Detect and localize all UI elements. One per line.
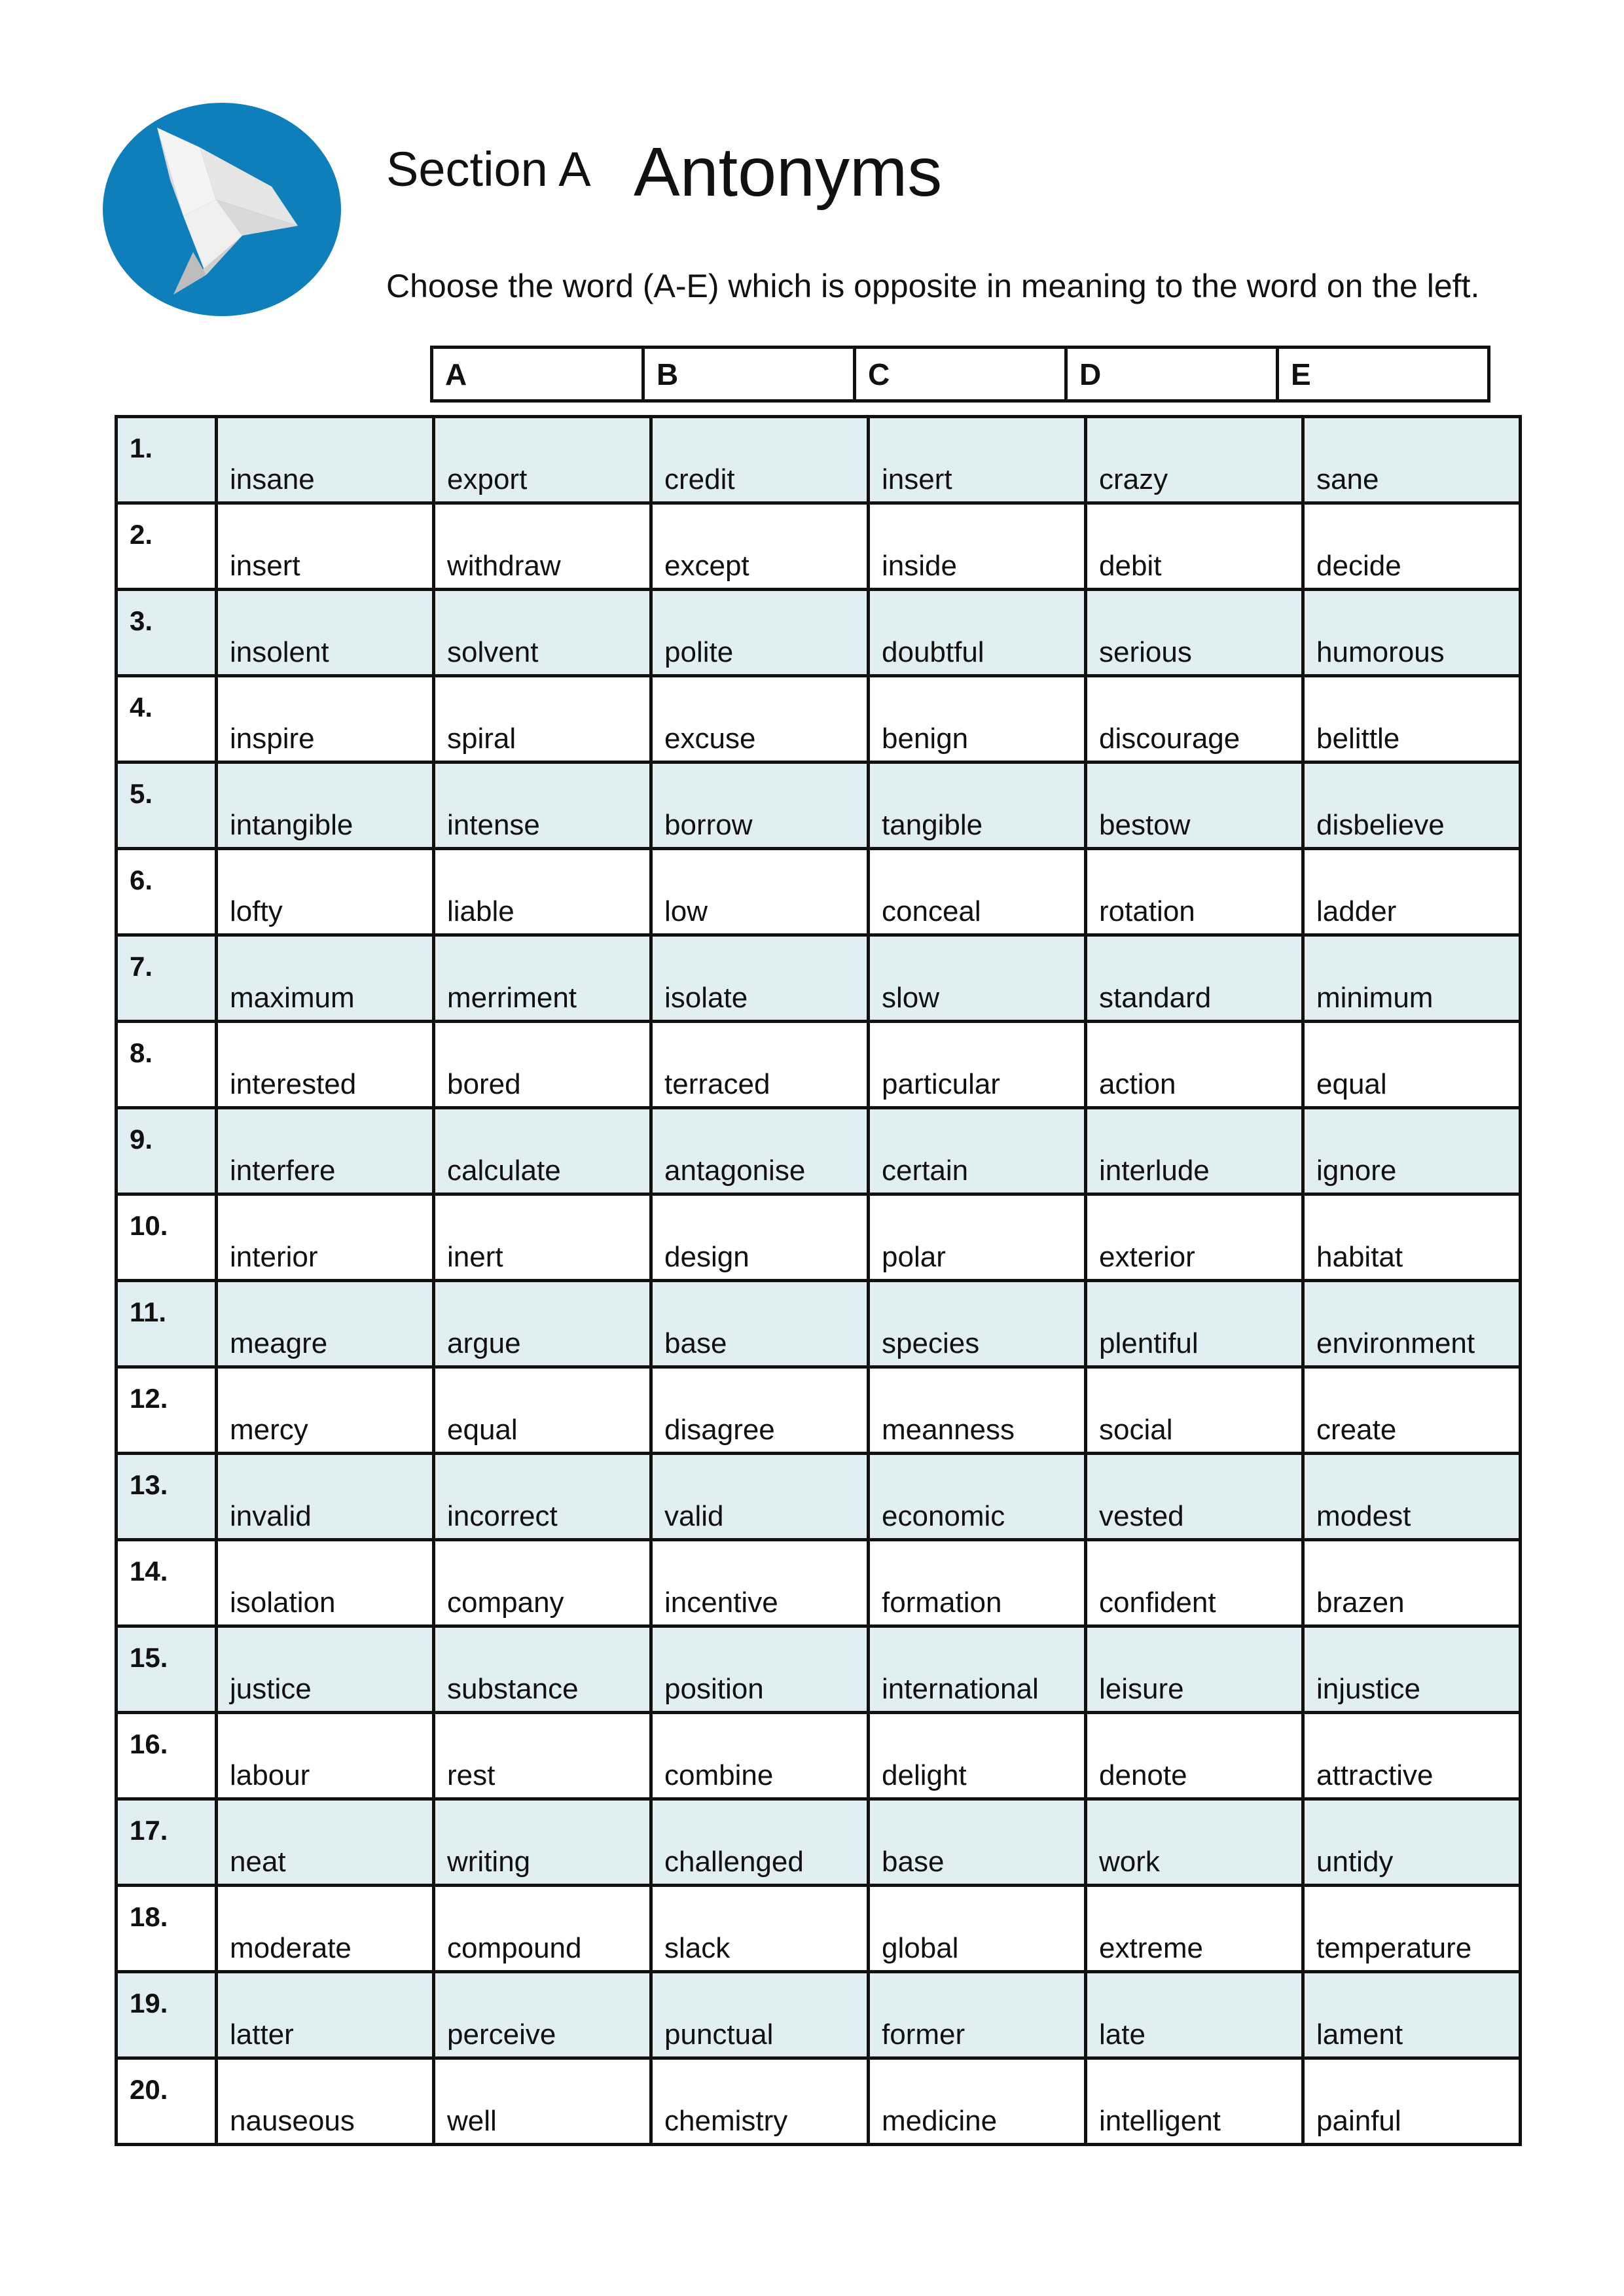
- question-number: 9.: [117, 1108, 217, 1194]
- option-b: challenged: [651, 1799, 869, 1886]
- option-d: confident: [1086, 1540, 1303, 1626]
- antonyms-table-body: [117, 417, 1521, 2145]
- option-a: perceive: [434, 1972, 651, 2058]
- option-e: habitat: [1303, 1194, 1521, 1281]
- option-a: substance: [434, 1626, 651, 1713]
- option-e: environment: [1303, 1281, 1521, 1367]
- option-e: ignore: [1303, 1108, 1521, 1194]
- column-header-a: A: [432, 348, 643, 401]
- option-c: doubtful: [869, 590, 1086, 676]
- question-word: nauseous: [217, 2058, 434, 2145]
- option-d: exterior: [1086, 1194, 1303, 1281]
- option-c: tangible: [869, 762, 1086, 849]
- question-number: 4.: [117, 676, 217, 762]
- table-row: [117, 849, 1521, 935]
- option-e: disbelieve: [1303, 762, 1521, 849]
- option-c: polar: [869, 1194, 1086, 1281]
- option-b: isolate: [651, 935, 869, 1022]
- option-c: conceal: [869, 849, 1086, 935]
- option-a: equal: [434, 1367, 651, 1454]
- question-word: interested: [217, 1022, 434, 1108]
- option-e: minimum: [1303, 935, 1521, 1022]
- question-word: insane: [217, 417, 434, 503]
- question-number: 19.: [117, 1972, 217, 2058]
- option-c: insert: [869, 417, 1086, 503]
- option-b: combine: [651, 1713, 869, 1799]
- option-a: writing: [434, 1799, 651, 1886]
- option-d: crazy: [1086, 417, 1303, 503]
- question-word: insolent: [217, 590, 434, 676]
- option-d: rotation: [1086, 849, 1303, 935]
- table-row: [117, 1886, 1521, 1972]
- option-d: vested: [1086, 1454, 1303, 1540]
- question-number: 1.: [117, 417, 217, 503]
- option-a: intense: [434, 762, 651, 849]
- option-b: valid: [651, 1454, 869, 1540]
- option-e: equal: [1303, 1022, 1521, 1108]
- question-word: mercy: [217, 1367, 434, 1454]
- option-c: particular: [869, 1022, 1086, 1108]
- question-number: 20.: [117, 2058, 217, 2145]
- table-row: [117, 1626, 1521, 1713]
- option-c: slow: [869, 935, 1086, 1022]
- question-number: 16.: [117, 1713, 217, 1799]
- option-c: delight: [869, 1713, 1086, 1799]
- option-a: argue: [434, 1281, 651, 1367]
- option-d: leisure: [1086, 1626, 1303, 1713]
- option-c: species: [869, 1281, 1086, 1367]
- option-d: discourage: [1086, 676, 1303, 762]
- option-a: compound: [434, 1886, 651, 1972]
- option-d: social: [1086, 1367, 1303, 1454]
- option-b: antagonise: [651, 1108, 869, 1194]
- page-title: Antonyms: [634, 134, 943, 211]
- option-d: action: [1086, 1022, 1303, 1108]
- question-word: lofty: [217, 849, 434, 935]
- option-b: incentive: [651, 1540, 869, 1626]
- option-c: former: [869, 1972, 1086, 2058]
- question-number: 18.: [117, 1886, 217, 1972]
- option-c: international: [869, 1626, 1086, 1713]
- option-c: formation: [869, 1540, 1086, 1626]
- question-number: 17.: [117, 1799, 217, 1886]
- option-e: ladder: [1303, 849, 1521, 935]
- table-row: [117, 417, 1521, 503]
- option-b: design: [651, 1194, 869, 1281]
- column-header-b: B: [643, 348, 855, 401]
- table-row: [117, 1454, 1521, 1540]
- column-header-d: D: [1066, 348, 1278, 401]
- option-e: create: [1303, 1367, 1521, 1454]
- option-c: meanness: [869, 1367, 1086, 1454]
- question-number: 11.: [117, 1281, 217, 1367]
- question-word: insert: [217, 503, 434, 590]
- option-e: sane: [1303, 417, 1521, 503]
- option-c: economic: [869, 1454, 1086, 1540]
- option-a: well: [434, 2058, 651, 2145]
- option-a: inert: [434, 1194, 651, 1281]
- table-row: [117, 1194, 1521, 1281]
- option-a: spiral: [434, 676, 651, 762]
- question-word: labour: [217, 1713, 434, 1799]
- option-d: late: [1086, 1972, 1303, 2058]
- question-word: isolation: [217, 1540, 434, 1626]
- option-a: liable: [434, 849, 651, 935]
- option-e: painful: [1303, 2058, 1521, 2145]
- table-row: [117, 1540, 1521, 1626]
- option-b: except: [651, 503, 869, 590]
- option-e: attractive: [1303, 1713, 1521, 1799]
- table-row: [117, 935, 1521, 1022]
- option-e: brazen: [1303, 1540, 1521, 1626]
- table-row: [117, 762, 1521, 849]
- option-b: terraced: [651, 1022, 869, 1108]
- question-word: moderate: [217, 1886, 434, 1972]
- question-number: 3.: [117, 590, 217, 676]
- question-number: 5.: [117, 762, 217, 849]
- option-e: lament: [1303, 1972, 1521, 2058]
- antonyms-table: [115, 415, 1522, 2146]
- option-d: bestow: [1086, 762, 1303, 849]
- option-a: solvent: [434, 590, 651, 676]
- option-b: disagree: [651, 1367, 869, 1454]
- option-b: chemistry: [651, 2058, 869, 2145]
- question-number: 12.: [117, 1367, 217, 1454]
- option-a: incorrect: [434, 1454, 651, 1540]
- option-e: humorous: [1303, 590, 1521, 676]
- option-c: inside: [869, 503, 1086, 590]
- table-row: [117, 1281, 1521, 1367]
- option-e: untidy: [1303, 1799, 1521, 1886]
- question-number: 15.: [117, 1626, 217, 1713]
- option-e: temperature: [1303, 1886, 1521, 1972]
- option-a: company: [434, 1540, 651, 1626]
- option-c: medicine: [869, 2058, 1086, 2145]
- question-number: 6.: [117, 849, 217, 935]
- question-word: maximum: [217, 935, 434, 1022]
- option-b: borrow: [651, 762, 869, 849]
- question-word: neat: [217, 1799, 434, 1886]
- table-row: [117, 1713, 1521, 1799]
- instruction-text: Choose the word (A-E) which is opposite in meaning to the word on the left.: [386, 268, 1480, 304]
- section-label: Section A: [386, 142, 591, 196]
- table-row: [117, 1367, 1521, 1454]
- option-d: standard: [1086, 935, 1303, 1022]
- option-b: base: [651, 1281, 869, 1367]
- option-d: intelligent: [1086, 2058, 1303, 2145]
- option-b: low: [651, 849, 869, 935]
- option-e: injustice: [1303, 1626, 1521, 1713]
- option-d: denote: [1086, 1713, 1303, 1799]
- question-word: interior: [217, 1194, 434, 1281]
- option-b: credit: [651, 417, 869, 503]
- table-row: [117, 1022, 1521, 1108]
- question-number: 14.: [117, 1540, 217, 1626]
- logo: [101, 101, 342, 317]
- option-b: polite: [651, 590, 869, 676]
- option-a: rest: [434, 1713, 651, 1799]
- table-row: [117, 2058, 1521, 2145]
- option-c: certain: [869, 1108, 1086, 1194]
- option-e: belittle: [1303, 676, 1521, 762]
- option-a: bored: [434, 1022, 651, 1108]
- option-a: export: [434, 417, 651, 503]
- option-e: decide: [1303, 503, 1521, 590]
- table-row: [117, 676, 1521, 762]
- question-word: inspire: [217, 676, 434, 762]
- option-b: slack: [651, 1886, 869, 1972]
- option-a: merriment: [434, 935, 651, 1022]
- option-d: interlude: [1086, 1108, 1303, 1194]
- option-c: benign: [869, 676, 1086, 762]
- question-word: justice: [217, 1626, 434, 1713]
- option-b: excuse: [651, 676, 869, 762]
- question-word: latter: [217, 1972, 434, 2058]
- question-word: intangible: [217, 762, 434, 849]
- column-header-table: [430, 346, 1490, 403]
- origami-bird-icon: [101, 101, 342, 317]
- table-row: [117, 1799, 1521, 1886]
- option-b: position: [651, 1626, 869, 1713]
- table-row: [117, 590, 1521, 676]
- option-d: debit: [1086, 503, 1303, 590]
- option-a: calculate: [434, 1108, 651, 1194]
- question-number: 10.: [117, 1194, 217, 1281]
- question-word: invalid: [217, 1454, 434, 1540]
- option-c: base: [869, 1799, 1086, 1886]
- table-row: [117, 1108, 1521, 1194]
- option-d: serious: [1086, 590, 1303, 676]
- column-header-e: E: [1278, 348, 1489, 401]
- column-header-c: C: [855, 348, 1066, 401]
- option-d: extreme: [1086, 1886, 1303, 1972]
- option-d: plentiful: [1086, 1281, 1303, 1367]
- option-e: modest: [1303, 1454, 1521, 1540]
- table-row: [117, 1972, 1521, 2058]
- option-b: punctual: [651, 1972, 869, 2058]
- question-number: 7.: [117, 935, 217, 1022]
- question-word: meagre: [217, 1281, 434, 1367]
- option-a: withdraw: [434, 503, 651, 590]
- question-word: interfere: [217, 1108, 434, 1194]
- question-number: 13.: [117, 1454, 217, 1540]
- option-d: work: [1086, 1799, 1303, 1886]
- option-c: global: [869, 1886, 1086, 1972]
- question-number: 8.: [117, 1022, 217, 1108]
- table-row: [117, 503, 1521, 590]
- question-number: 2.: [117, 503, 217, 590]
